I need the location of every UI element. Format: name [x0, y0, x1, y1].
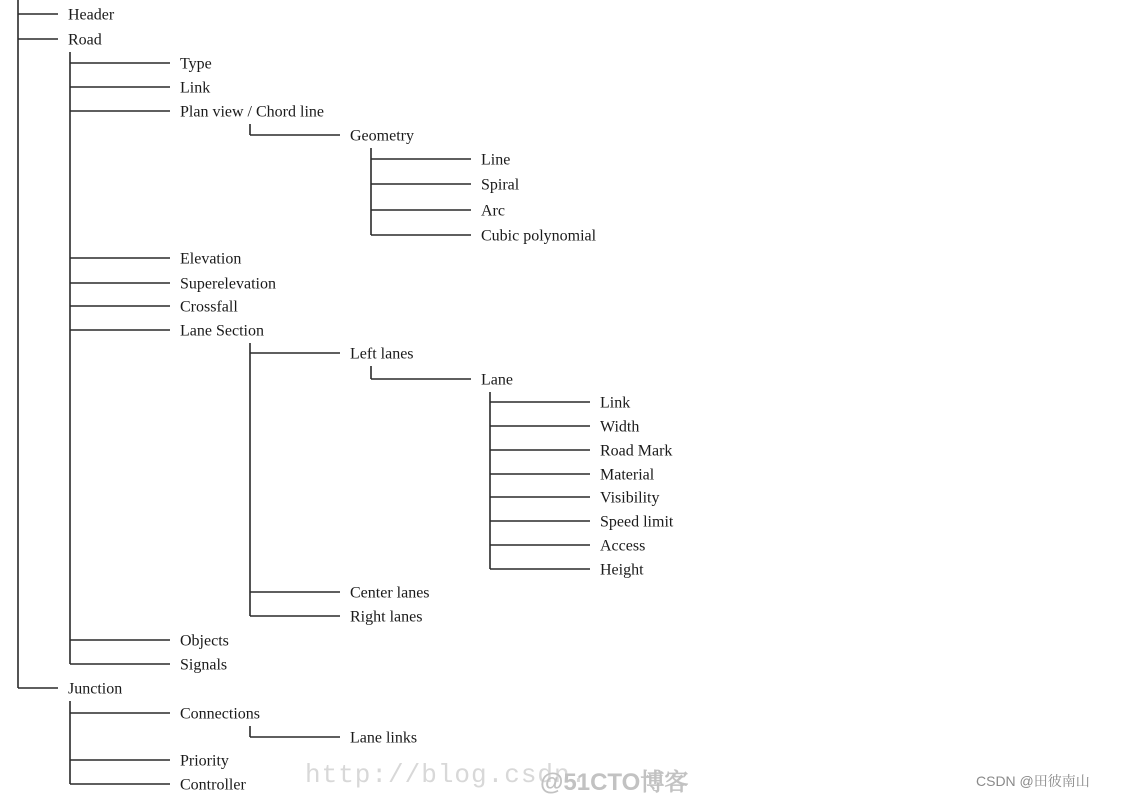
node-geometry: Geometry	[350, 127, 414, 145]
node-material: Material	[600, 466, 655, 484]
node-height: Height	[600, 561, 644, 579]
node-access: Access	[600, 537, 646, 555]
node-center-lanes: Center lanes	[350, 584, 430, 602]
node-plan-view-chord-line: Plan view / Chord line	[180, 103, 324, 121]
node-left-lanes: Left lanes	[350, 345, 414, 363]
node-road: Road	[68, 31, 102, 49]
node-right-lanes: Right lanes	[350, 608, 423, 626]
node-arc: Arc	[481, 202, 505, 220]
watermark-brand: @51CTO博客	[540, 769, 689, 796]
watermark-credit: CSDN @田彼南山	[976, 773, 1090, 789]
node-type: Type	[180, 55, 212, 73]
node-priority: Priority	[180, 752, 229, 770]
node-elevation: Elevation	[180, 250, 242, 268]
node-lane: Lane	[481, 371, 513, 389]
node-lane-section: Lane Section	[180, 322, 264, 340]
node-link: Link	[180, 79, 211, 97]
node-road-mark: Road Mark	[600, 442, 673, 460]
node-spiral: Spiral	[481, 176, 520, 194]
node-lane-links: Lane links	[350, 729, 418, 747]
node-speed-limit: Speed limit	[600, 513, 674, 531]
node-objects: Objects	[180, 632, 229, 650]
node-connections: Connections	[180, 705, 260, 723]
node-visibility: Visibility	[600, 489, 660, 507]
node-crossfall: Crossfall	[180, 298, 238, 316]
node-junction: Junction	[68, 680, 123, 698]
node-header: Header	[68, 6, 115, 24]
node-link: Link	[600, 394, 631, 412]
node-signals: Signals	[180, 656, 228, 674]
node-controller: Controller	[180, 776, 246, 794]
node-width: Width	[600, 418, 640, 436]
node-superelevation: Superelevation	[180, 275, 276, 293]
node-cubic-polynomial: Cubic polynomial	[481, 227, 597, 245]
node-line: Line	[481, 151, 511, 169]
watermark-url: http://blog.csdn.	[305, 760, 588, 790]
